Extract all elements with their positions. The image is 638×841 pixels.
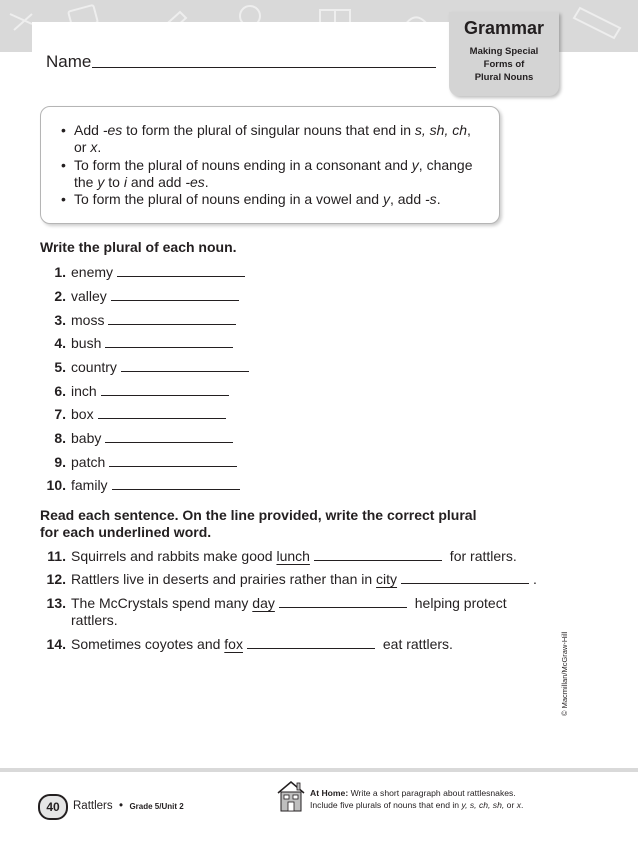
noun-item [38, 359, 253, 376]
rule-text: To form the plural of nouns ending in a vowel and y, add -s. [74, 191, 441, 207]
italic-term: x [90, 139, 98, 155]
noun-word: moss [71, 312, 105, 328]
item-number: 6. [54, 383, 66, 399]
answer-line[interactable] [117, 264, 245, 277]
answer-line[interactable] [112, 477, 240, 490]
underlined-word: fox [224, 636, 243, 652]
tab-subtitle-line: Making Special [469, 46, 539, 57]
at-home-line: Include five plurals of nouns that end in y, s, ch, sh, or x. [310, 800, 524, 810]
story-title: Rattlers [73, 800, 113, 812]
item-number: 7. [54, 406, 66, 422]
italic-term: s, sh, [414, 122, 449, 138]
bullet-icon: • [61, 191, 66, 207]
rule-item [61, 157, 484, 191]
noun-word: family [71, 477, 108, 493]
sentence-continuation: rattlers. [71, 612, 118, 628]
item-number: 1. [54, 264, 66, 280]
section2-heading-line: Read each sentence. On the line provided, write the correct plural [40, 507, 477, 523]
noun-word: patch [71, 454, 106, 470]
bullet-icon: • [61, 157, 66, 173]
answer-line[interactable] [109, 454, 237, 467]
section1-heading: Write the plural of each noun. [40, 239, 237, 255]
answer-line[interactable] [111, 288, 239, 301]
italic-term: i [123, 174, 127, 190]
name-input-line[interactable] [92, 67, 436, 68]
name-area [32, 22, 450, 78]
answer-line[interactable] [314, 548, 442, 561]
house-icon [276, 779, 306, 813]
tab-title: Grammar [463, 18, 545, 38]
answer-line[interactable] [108, 312, 236, 325]
answer-line[interactable] [401, 571, 529, 584]
item-number: 12. [46, 571, 66, 587]
grade-unit: Grade 5/Unit 2 [129, 802, 184, 811]
section2-heading [40, 507, 476, 541]
noun-item [38, 288, 243, 305]
italic-term: x [516, 800, 521, 810]
at-home-label: At Home: [310, 788, 349, 798]
noun-item [38, 477, 244, 494]
at-home-text: Write a short paragraph about rattlesnakes. [348, 788, 516, 798]
underlined-word: lunch [276, 548, 310, 564]
noun-item [38, 406, 230, 423]
noun-item [38, 383, 233, 400]
sentence-text: The McCrystals spend many [71, 595, 253, 611]
italic-term: y, s, ch, sh, [461, 800, 505, 810]
answer-line[interactable] [101, 383, 229, 396]
underlined-word: city [376, 571, 398, 587]
grammar-tab [449, 12, 559, 96]
rule-item [61, 191, 484, 208]
answer-line[interactable] [105, 430, 233, 443]
italic-term: y [411, 157, 419, 173]
italic-term: y [382, 191, 390, 207]
item-number: 11. [47, 548, 66, 564]
rule-item [61, 122, 484, 156]
noun-word: country [71, 359, 117, 375]
answer-line[interactable] [98, 406, 226, 419]
answer-line[interactable] [247, 636, 375, 649]
footer-band [0, 768, 638, 772]
item-number: 5. [54, 359, 66, 375]
noun-word: baby [71, 430, 102, 446]
italic-term: -es [185, 174, 205, 190]
item-number: 3. [54, 312, 66, 328]
bullet-icon: • [61, 122, 66, 138]
bullet-icon: • [119, 800, 124, 812]
sentence-text: Sometimes coyotes and [71, 636, 225, 652]
footer-info [73, 800, 184, 812]
answer-line[interactable] [105, 335, 233, 348]
copyright-notice: © Macmillan/McGraw-Hill [560, 631, 569, 716]
noun-word: bush [71, 335, 102, 351]
sentence-text: . [533, 571, 537, 587]
sentence-text: for rattlers. [445, 548, 517, 564]
at-home-line [310, 787, 523, 799]
sentence-item [38, 548, 517, 565]
item-number: 9. [54, 454, 66, 470]
name-label: Name [46, 52, 92, 71]
noun-item [38, 454, 241, 471]
item-number: 4. [54, 335, 66, 351]
tab-subtitle-line: Plural Nouns [474, 72, 534, 83]
italic-term: -es [102, 122, 123, 138]
item-number: 2. [54, 288, 66, 304]
item-number: 10. [46, 477, 66, 493]
page-number: 40 [38, 794, 68, 820]
section2-heading-line: for each underlined word. [40, 524, 212, 540]
sentence-item [38, 595, 507, 612]
sentence-item [38, 571, 537, 588]
rule-text: To form the plural of nouns ending in a consonant and y, change the y to i and add -es. [74, 157, 473, 190]
sentence-text: helping protect [410, 595, 507, 611]
item-number: 8. [54, 430, 66, 446]
italic-term: y [97, 174, 105, 190]
sentence-text: Squirrels and rabbits make good [71, 548, 277, 564]
noun-item [38, 430, 237, 447]
sentence-text: Rattlers live in deserts and prairies rather than in [71, 571, 377, 587]
item-number: 14. [46, 636, 66, 652]
tab-subtitle-line: Forms of [483, 59, 525, 70]
noun-item [38, 312, 240, 329]
sentence-text: eat rattlers. [378, 636, 453, 652]
underlined-word: day [252, 595, 275, 611]
noun-item [38, 264, 249, 281]
tab-subtitle [455, 45, 553, 84]
item-number: 13. [46, 595, 66, 611]
sentence-item [38, 636, 453, 653]
italic-term: -s [425, 191, 437, 207]
noun-word: box [71, 406, 94, 422]
at-home-note [310, 787, 523, 811]
answer-line[interactable] [279, 595, 407, 608]
answer-line[interactable] [121, 359, 249, 372]
noun-word: valley [71, 288, 107, 304]
noun-word: inch [71, 383, 97, 399]
italic-term: ch [452, 122, 468, 138]
rule-text: Add -es to form the plural of singular nouns that end in s, sh, ch, or x. [74, 122, 471, 155]
rules-box [40, 106, 500, 224]
noun-item [38, 335, 237, 352]
noun-word: enemy [71, 264, 114, 280]
